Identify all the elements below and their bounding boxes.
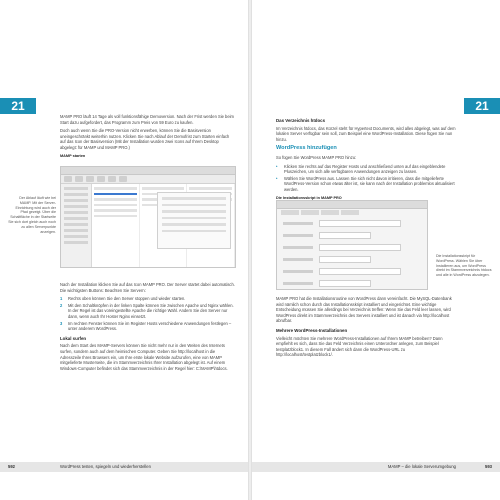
running-title: MAMP – die lokale Serverumgebung <box>387 464 456 469</box>
left-page <box>0 0 248 500</box>
window-titlebar <box>277 201 427 209</box>
list-item <box>60 296 236 302</box>
paragraph: MAMP PRO läuft 14 Tage als voll funktionsfähige Demoversion. Nach der Frist werden Sie beim Start dazu aufgefordert, das Programm zum Preis von 59 Euro zu kaufen. <box>60 114 234 125</box>
window-sidebar <box>61 184 92 267</box>
page-number: 593 <box>485 464 492 469</box>
paragraph: MAMP PRO hat die Installationsroutine von WordPress dann vereinfacht. Die MySQL-Datenbank wird nämlich schon durch das Installationsskript installiert und eingerichtet. Eine wichtige Entscheidung müssen Sie allerdings bei Verzeichnis treffen: Wenn Sie das Feld leer lassen, wird WordPress direkt im Stammverzeichnis des Servers installiert und ist danach via http://localhost abrufbar. <box>276 296 452 324</box>
chapter-tab: 21 <box>464 98 500 114</box>
margin-note: Die Installationsskript für WordPress. Wählen Sie über Installieren aus, um WordPress direkt im Stammverzeichnis htdocs und alle in WordPress abzulegen. <box>436 254 492 278</box>
page-footer <box>0 462 248 472</box>
paragraph: Nach dem Start des MAMP-Servers können Sie nicht mehr nur in den Weiten des Internets surfen, sondern auch auf dem heimischen Computer. Geben Sie http://localhost in die Adresszeile Ihres Browsers ein, um Ihre erste lokale Website aufzurufen, eine von MAMP mitgelieferte Musterseite, die im Stammverzeichnis Ihrer Installation abgelegt ist. Auf einem Windows-Computer befindet sich das Stammverzeichnis in der Regel hier: C:\MAMP\htdocs. <box>60 343 228 371</box>
bullet-text: Wählen Sie WordPress aus. Lassen Sie sich nicht davon irritieren, dass die mitgelieferte WordPress-Version schon etwas älter ist, sie kann nach der Installation problemlos aktualisiert werden. <box>284 175 455 192</box>
install-form <box>277 216 427 296</box>
chapter-tab: 21 <box>0 98 36 114</box>
settings-panel <box>157 192 231 249</box>
bullet-text: Klicken Sie rechts auf das Register Hosts und anschließend unten auf das eingeblendete Pluszeichen, um sich alle verfügbaren Anwendungen anzeigen zu lassen. <box>284 163 446 175</box>
paragraph: So fügen Sie WordPress MAMP PRO hinzu: <box>276 154 357 160</box>
mamp-screenshot <box>60 166 236 268</box>
right-intro <box>276 114 456 202</box>
window-titlebar <box>61 167 235 175</box>
list-item <box>276 164 456 175</box>
bullet-icon: • <box>276 175 278 181</box>
page-number: 592 <box>8 464 15 469</box>
margin-note: Der Ablauf läuft wie bei MAMP. Mit der Server-Einrichtung wird auch der Pfad gezeigt. Über die Schaltfläche in der Startseite Sie sich dort gleich auch noch zu allen Serverpunkte anzeigen. <box>8 196 56 234</box>
section-heading: WordPress hinzufügen <box>276 145 337 152</box>
list-item <box>276 176 456 193</box>
bullet-list <box>276 164 456 193</box>
left-body <box>60 282 236 374</box>
step-text: Rechts oben können Sie den Server stoppen und wieder starten. <box>68 296 186 302</box>
step-text: Mit den Schaltknöpfen in der linken Spalte können Sie zwischen Apache und Nginx wählen. In der Regel ist das voreingestellte Apache die richtige Wahl. Andern Sie den Server nur dann, wenn auch Ihr Hoster Nginx einsetzt. <box>68 302 234 319</box>
left-intro <box>60 114 236 160</box>
bullet-icon: • <box>276 163 278 169</box>
list-item <box>60 303 236 320</box>
section-subhead: Das Verzeichnis htdocs <box>276 118 326 123</box>
steps-list <box>60 296 236 332</box>
right-body <box>276 296 456 361</box>
paragraph: Vielleicht möchten Sie mehrere WordPress-Installationen auf Ihrem MAMP betreiben? Dann empfiehlt es sich, dass Sie das Feld Verzeichnis einen Unterordner anlegen, zum Beispiel testplatzblock1. In diesem Fall ändert sich dann die WordPress-URL zu http://localhost/testplatzblock1/. <box>276 335 443 358</box>
paragraph: Im Verzeichnis htdocs, das Kürzel steht für Hypertext Documents, wird alles abgelegt, was auf dem lokalen Server verfügbar sein soll, zum Beispiel eine WordPress-Installation. Diese fügen Sie nun hinzu. <box>276 125 456 142</box>
paragraph: Doch auch wenn Sie die PRO-Version nicht erwerben, können Sie die Basisversion uneingeschränkt weiterhin nutzen. Klicken Sie nach Ablauf der Demofrist zum Starten einfach auf das Icon der Basisversion (Mit der Installation wurden zwei Icons auf Ihrem Desktop abgelegt: für MAMP und MAMP PRO.) <box>60 128 230 150</box>
section-subhead: Mehrere WordPress-Installationen <box>276 327 348 333</box>
page-footer <box>252 462 500 472</box>
figure-caption: Die Installationsskript in MAMP PRO <box>276 195 342 200</box>
window-toolbar <box>61 175 235 184</box>
paragraph: Nach der Installation klicken Sie auf das Icon MAMP PRO. Der Server startet dabei automatisch. Die wichtigsten Buttons: Beachten Sie Servern: <box>60 282 235 293</box>
figure-caption: MAMP starten <box>60 153 86 158</box>
window-tabs <box>277 209 427 216</box>
window-main <box>92 184 235 267</box>
list-item <box>60 321 236 332</box>
step-number: 1 <box>60 296 63 302</box>
running-title: WordPress testen, spiegeln und wiederherstellen <box>60 464 151 469</box>
step-text: Im rechten Fenster können Sie im Register Hosts verschiedene Anwendungen festlegen – unter anderem WordPress. <box>68 320 232 332</box>
step-number: 2 <box>60 302 63 308</box>
right-page <box>252 0 500 500</box>
install-script-screenshot <box>276 200 428 290</box>
step-number: 3 <box>60 320 63 326</box>
section-subhead: Lokal surfen <box>60 335 87 341</box>
